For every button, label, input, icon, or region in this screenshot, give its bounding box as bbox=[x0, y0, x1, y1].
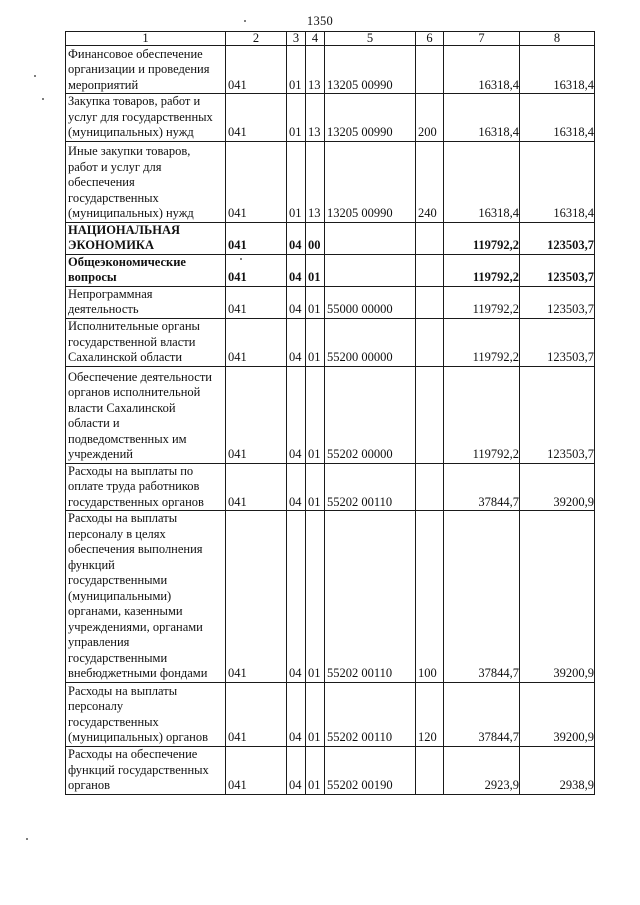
subsection-code: 01 bbox=[306, 286, 325, 318]
subsection-code: 01 bbox=[306, 746, 325, 794]
subsection-code: 13 bbox=[306, 46, 325, 94]
section-code: 04 bbox=[287, 318, 306, 366]
ministry-code: 041 bbox=[226, 511, 287, 683]
scan-speck bbox=[26, 838, 28, 840]
section-code: 01 bbox=[287, 46, 306, 94]
subsection-code: 01 bbox=[306, 318, 325, 366]
expense-type-code bbox=[416, 318, 444, 366]
table-row bbox=[66, 366, 595, 463]
scan-speck bbox=[244, 20, 246, 22]
table-row bbox=[66, 746, 595, 794]
subsection-code: 01 bbox=[306, 463, 325, 511]
amount-year-1: 119792,2 bbox=[444, 286, 520, 318]
subsection-code: 00 bbox=[306, 222, 325, 254]
column-number: 6 bbox=[416, 32, 444, 46]
target-item-code: 13205 00990 bbox=[325, 141, 416, 222]
expense-type-code bbox=[416, 746, 444, 794]
target-item-code: 55202 00110 bbox=[325, 463, 416, 511]
column-number: 1 bbox=[66, 32, 226, 46]
ministry-code: 041 bbox=[226, 463, 287, 511]
target-item-code: 55202 00110 bbox=[325, 682, 416, 746]
expense-type-code bbox=[416, 366, 444, 463]
amount-year-1: 119792,2 bbox=[444, 318, 520, 366]
table-row bbox=[66, 463, 595, 511]
scan-speck bbox=[42, 98, 44, 100]
amount-year-2: 2938,9 bbox=[520, 746, 595, 794]
target-item-code: 13205 00990 bbox=[325, 94, 416, 142]
expense-type-code: 240 bbox=[416, 141, 444, 222]
ministry-code: 041 bbox=[226, 746, 287, 794]
section-code: 04 bbox=[287, 463, 306, 511]
amount-year-2: 123503,7 bbox=[520, 286, 595, 318]
section-code: 04 bbox=[287, 254, 306, 286]
ministry-code: 041 bbox=[226, 318, 287, 366]
section-code: 04 bbox=[287, 746, 306, 794]
amount-year-2: 16318,4 bbox=[520, 141, 595, 222]
target-item-code: 55202 00190 bbox=[325, 746, 416, 794]
column-number: 5 bbox=[325, 32, 416, 46]
amount-year-2: 39200,9 bbox=[520, 682, 595, 746]
ministry-code: 041 bbox=[226, 46, 287, 94]
expense-type-code: 100 bbox=[416, 511, 444, 683]
table-row bbox=[66, 254, 595, 286]
amount-year-2: 123503,7 bbox=[520, 222, 595, 254]
target-item-code: 13205 00990 bbox=[325, 46, 416, 94]
amount-year-1: 16318,4 bbox=[444, 141, 520, 222]
ministry-code: 041 bbox=[226, 222, 287, 254]
target-item-code: 55202 00000 bbox=[325, 366, 416, 463]
target-item-code bbox=[325, 254, 416, 286]
section-code: 04 bbox=[287, 286, 306, 318]
subsection-code: 13 bbox=[306, 141, 325, 222]
column-number: 7 bbox=[444, 32, 520, 46]
subsection-code: 01 bbox=[306, 511, 325, 683]
row-name: Исполнительные органы государственной власти Сахалинской области bbox=[66, 318, 226, 366]
amount-year-1: 2923,9 bbox=[444, 746, 520, 794]
section-code: 01 bbox=[287, 141, 306, 222]
amount-year-2: 123503,7 bbox=[520, 254, 595, 286]
subsection-code: 01 bbox=[306, 682, 325, 746]
table-row bbox=[66, 318, 595, 366]
subsection-code: 01 bbox=[306, 254, 325, 286]
row-name: Расходы на выплаты персоналу в целях обеспечения выполнения функций государственными (муниципальными) органами, казенными учреждениями, органами управления государственными внебюджетными фондами bbox=[66, 511, 226, 683]
amount-year-2: 123503,7 bbox=[520, 366, 595, 463]
expense-type-code bbox=[416, 222, 444, 254]
table-row bbox=[66, 511, 595, 683]
row-name: Общеэкономические вопросы bbox=[66, 254, 226, 286]
ministry-code: 041 bbox=[226, 286, 287, 318]
amount-year-1: 119792,2 bbox=[444, 254, 520, 286]
row-name: Финансовое обеспечение организации и проведения мероприятий bbox=[66, 46, 226, 94]
section-code: 04 bbox=[287, 511, 306, 683]
amount-year-2: 16318,4 bbox=[520, 46, 595, 94]
row-name: Иные закупки товаров, работ и услуг для обеспечения государственных (муниципальных) нужд bbox=[66, 141, 226, 222]
ministry-code: 041 bbox=[226, 682, 287, 746]
expense-type-code bbox=[416, 254, 444, 286]
section-code: 04 bbox=[287, 222, 306, 254]
column-number-row bbox=[66, 32, 595, 46]
section-code: 04 bbox=[287, 682, 306, 746]
column-number: 4 bbox=[306, 32, 325, 46]
row-name: Закупка товаров, работ и услуг для государственных (муниципальных) нужд bbox=[66, 94, 226, 142]
amount-year-1: 37844,7 bbox=[444, 511, 520, 683]
amount-year-2: 123503,7 bbox=[520, 318, 595, 366]
target-item-code: 55200 00000 bbox=[325, 318, 416, 366]
amount-year-1: 119792,2 bbox=[444, 366, 520, 463]
amount-year-1: 37844,7 bbox=[444, 682, 520, 746]
amount-year-1: 37844,7 bbox=[444, 463, 520, 511]
amount-year-1: 16318,4 bbox=[444, 94, 520, 142]
row-name: Обеспечение деятельности органов исполнительной власти Сахалинской области и подведомственных им учреждений bbox=[66, 366, 226, 463]
row-name: Расходы на обеспечение функций государственных органов bbox=[66, 746, 226, 794]
table-row bbox=[66, 682, 595, 746]
ministry-code: 041 bbox=[226, 141, 287, 222]
subsection-code: 13 bbox=[306, 94, 325, 142]
subsection-code: 01 bbox=[306, 366, 325, 463]
target-item-code: 55202 00110 bbox=[325, 511, 416, 683]
amount-year-2: 16318,4 bbox=[520, 94, 595, 142]
amount-year-2: 39200,9 bbox=[520, 463, 595, 511]
expense-type-code bbox=[416, 286, 444, 318]
table-row bbox=[66, 286, 595, 318]
ministry-code: 041 bbox=[226, 94, 287, 142]
expense-type-code: 120 bbox=[416, 682, 444, 746]
section-code: 01 bbox=[287, 94, 306, 142]
budget-table bbox=[65, 31, 595, 795]
ministry-code: 041 bbox=[226, 254, 287, 286]
expense-type-code bbox=[416, 46, 444, 94]
target-item-code: 55000 00000 bbox=[325, 286, 416, 318]
scan-speck bbox=[34, 75, 36, 77]
row-name: Непрограммная деятельность bbox=[66, 286, 226, 318]
amount-year-2: 39200,9 bbox=[520, 511, 595, 683]
expense-type-code: 200 bbox=[416, 94, 444, 142]
row-name: Расходы на выплаты по оплате труда работников государственных органов bbox=[66, 463, 226, 511]
column-number: 2 bbox=[226, 32, 287, 46]
table-row bbox=[66, 46, 595, 94]
expense-type-code bbox=[416, 463, 444, 511]
target-item-code bbox=[325, 222, 416, 254]
row-name: Расходы на выплаты персоналу государственных (муниципальных) органов bbox=[66, 682, 226, 746]
table-row bbox=[66, 94, 595, 142]
amount-year-1: 16318,4 bbox=[444, 46, 520, 94]
ministry-code: 041 bbox=[226, 366, 287, 463]
page-number: 1350 bbox=[306, 14, 334, 28]
column-number: 3 bbox=[287, 32, 306, 46]
budget-table-body bbox=[66, 32, 595, 795]
column-number: 8 bbox=[520, 32, 595, 46]
table-row bbox=[66, 222, 595, 254]
table-row bbox=[66, 141, 595, 222]
section-code: 04 bbox=[287, 366, 306, 463]
row-name: НАЦИОНАЛЬНАЯ ЭКОНОМИКА bbox=[66, 222, 226, 254]
amount-year-1: 119792,2 bbox=[444, 222, 520, 254]
